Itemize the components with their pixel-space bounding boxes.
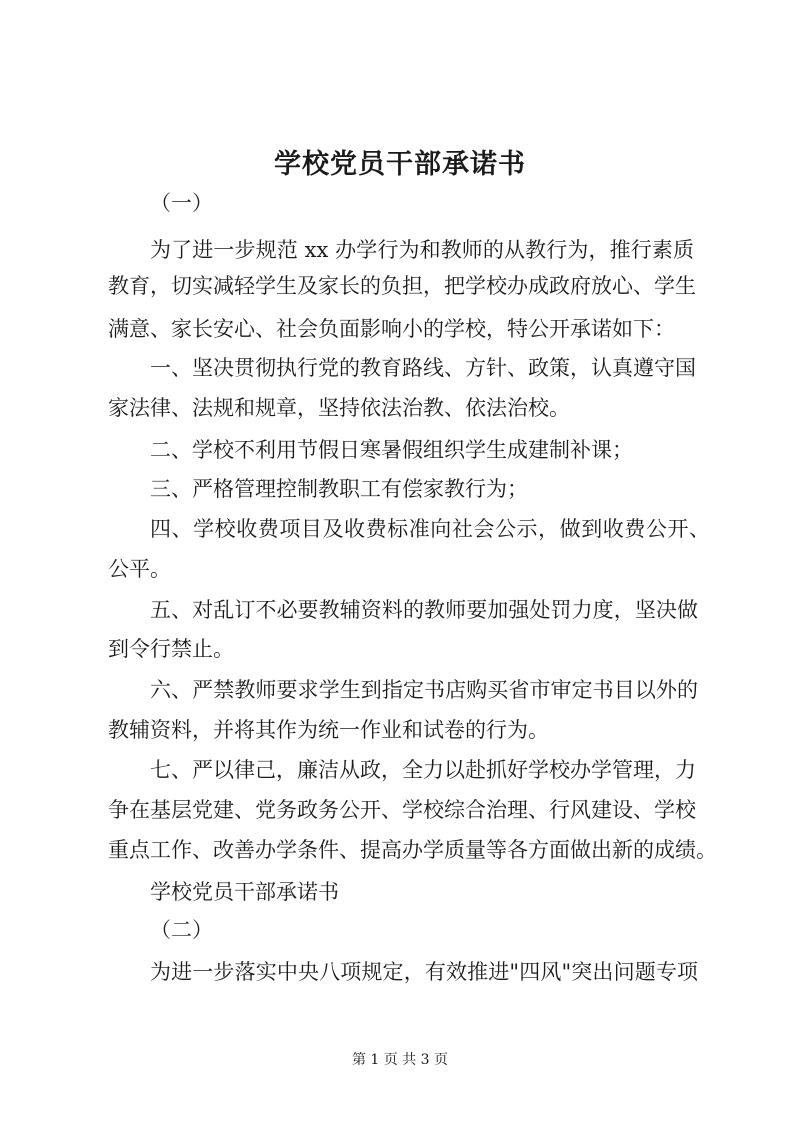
paragraph-line: 家法律、法规和规章，坚持依法治教、依法治校。 [108,396,570,420]
paragraph-line: 七、严以律己，廉洁从政，全力以赴抓好学校办学管理，力 [150,758,696,782]
paragraph-line: 到令行禁止。 [108,637,234,661]
section-heading-two: （二） [150,918,213,942]
page-footer: 第 1 页 共 3 页 [351,1052,449,1068]
paragraph-line: 重点工作、改善办学条件、提高办学质量等各方面做出新的成绩。 [108,838,717,862]
paragraph-line: 争在基层党建、党务政务公开、学校综合治理、行风建设、学校 [108,798,696,822]
section-subtitle: 学校党员干部承诺书 [150,880,339,904]
paragraph-line: 一、坚决贯彻执行党的教育路线、方针、政策，认真遵守国 [150,356,696,380]
paragraph-line: 为进一步落实中央八项规定，有效推进"四风"突出问题专项 [150,960,698,984]
paragraph-line: 二、学校不利用节假日寒暑假组织学生成建制补课； [150,438,633,462]
paragraph-line: 公平。 [108,557,171,581]
paragraph-line: 六、严禁教师要求学生到指定书店购买省市审定书目以外的 [150,678,698,702]
document-title: 学校党员干部承诺书 [274,149,526,180]
paragraph-line: 为了进一步规范 xx 办学行为和教师的从教行为，推行素质 [150,238,694,262]
section-heading-one: （一） [150,191,213,215]
paragraph-line: 四、学校收费项目及收费标准向社会公示，做到收费公开、 [150,517,710,541]
paragraph-line: 三、严格管理控制教职工有偿家教行为； [150,477,528,501]
paragraph-line: 五、对乱订不必要教辅资料的教师要加强处罚力度，坚决做 [150,598,698,622]
paragraph-line: 教辅资料，并将其作为统一作业和试卷的行为。 [108,718,549,742]
paragraph-line: 满意、家长安心、社会负面影响小的学校，特公开承诺如下： [108,317,675,341]
paragraph-line: 教育，切实减轻学生及家长的负担，把学校办成政府放心、学生 [108,274,696,298]
